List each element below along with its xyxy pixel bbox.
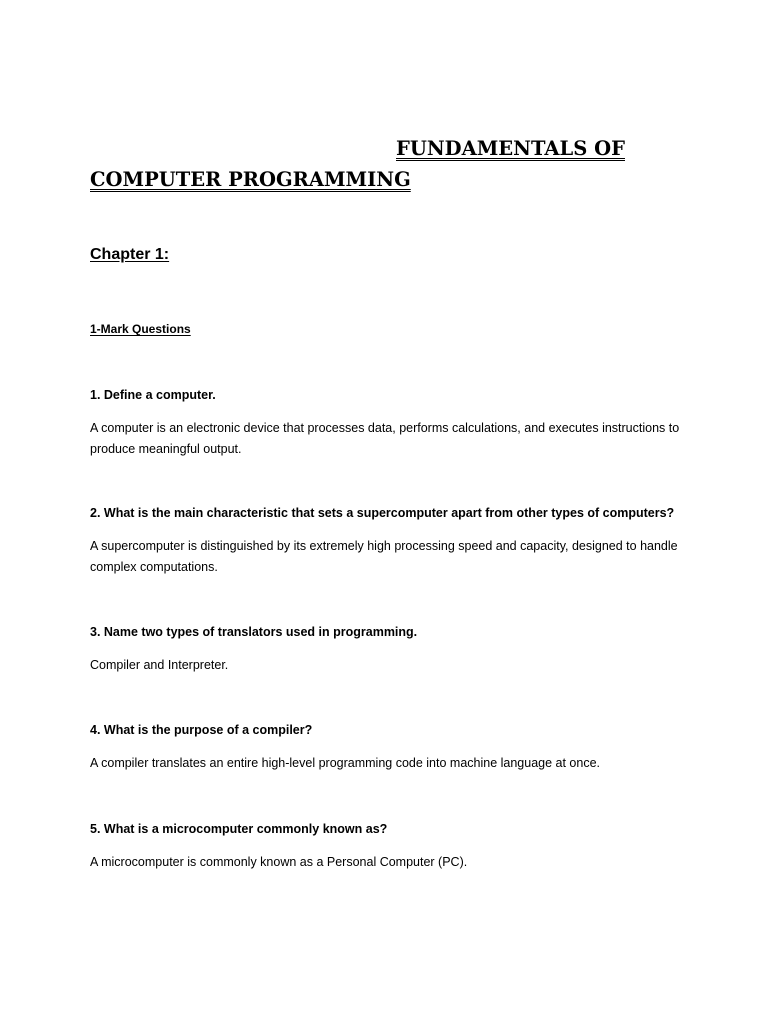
question-text: 4. What is the purpose of a compiler? <box>90 723 313 737</box>
question-text: 5. What is a microcomputer commonly known as? <box>90 822 388 836</box>
answer-text: A supercomputer is distinguished by its extremely high processing speed and capacity, designed to handle complex computations. <box>90 539 678 574</box>
question-item <box>90 505 690 578</box>
chapter-heading: Chapter 1: <box>90 246 170 263</box>
document-title-line-2: COMPUTER PROGRAMMING <box>90 168 411 191</box>
question-item <box>90 624 690 676</box>
answer-text: A compiler translates an entire high-level programming code into machine language at once. <box>90 756 601 770</box>
answer-text: A computer is an electronic device that processes data, performs calculations, and executes instructions to produce meaningful output. <box>90 421 680 456</box>
document-title-line-1: FUNDAMENTALS OF <box>396 137 625 160</box>
question-item <box>90 722 690 774</box>
section-heading: 1-Mark Questions <box>90 322 191 336</box>
question-item <box>90 387 690 460</box>
question-text: 1. Define a computer. <box>90 388 216 402</box>
answer-text: Compiler and Interpreter. <box>90 658 229 672</box>
question-item <box>90 821 690 873</box>
answer-text: A microcomputer is commonly known as a Personal Computer (PC). <box>90 855 468 869</box>
question-text: 3. Name two types of translators used in programming. <box>90 625 418 639</box>
question-text: 2. What is the main characteristic that sets a supercomputer apart from other types of computers? <box>90 506 675 520</box>
